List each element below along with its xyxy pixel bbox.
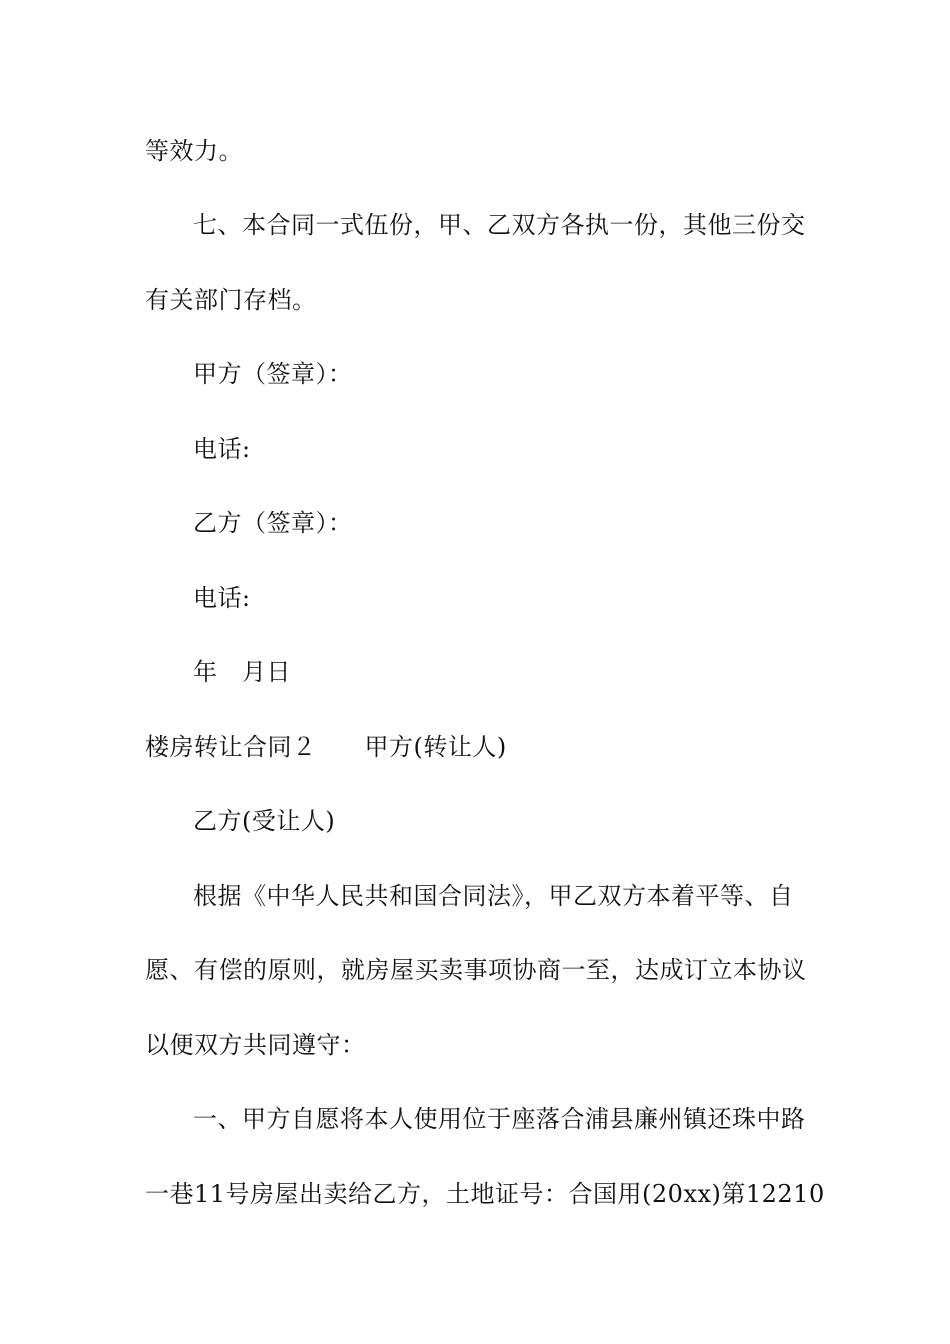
clause-seven-line1: 七、本合同一式伍份，甲、乙双方各执一份，其他三份交 (193, 211, 806, 239)
contract2-clause-one-line2: 一巷11号房屋出卖给乙方，土地证号：合国用(20xx)第12210 (145, 1180, 825, 1208)
date-line: 年 月日 (193, 658, 291, 686)
contract2-title: 楼房转让合同２ (145, 733, 317, 761)
text-line-continuation: 等效力。 (145, 137, 243, 165)
contract2-intro-line3: 以便双方共同遵守： (145, 1031, 366, 1059)
contract2-party-a: 甲方(转让人) (364, 733, 507, 761)
contract2-party-b: 乙方(受让人) (193, 807, 336, 835)
contract2-intro-line2: 愿、有偿的原则，就房屋买卖事项协商一至，达成订立本协议 (145, 956, 807, 984)
party-a-signature: 甲方（签章）： (193, 360, 353, 388)
party-b-phone: 电话: (193, 584, 251, 612)
party-b-signature: 乙方（签章）： (193, 509, 353, 537)
party-a-phone: 电话: (193, 435, 251, 463)
contract2-intro-line1: 根据《中华人民共和国合同法》，甲乙双方本着平等、自 (193, 882, 794, 910)
clause-seven-line2: 有关部门存档。 (145, 286, 317, 314)
contract2-clause-one-line1: 一、甲方自愿将本人使用位于座落合浦县廉州镇还珠中路 (193, 1105, 806, 1133)
contract2-heading (145, 732, 507, 762)
